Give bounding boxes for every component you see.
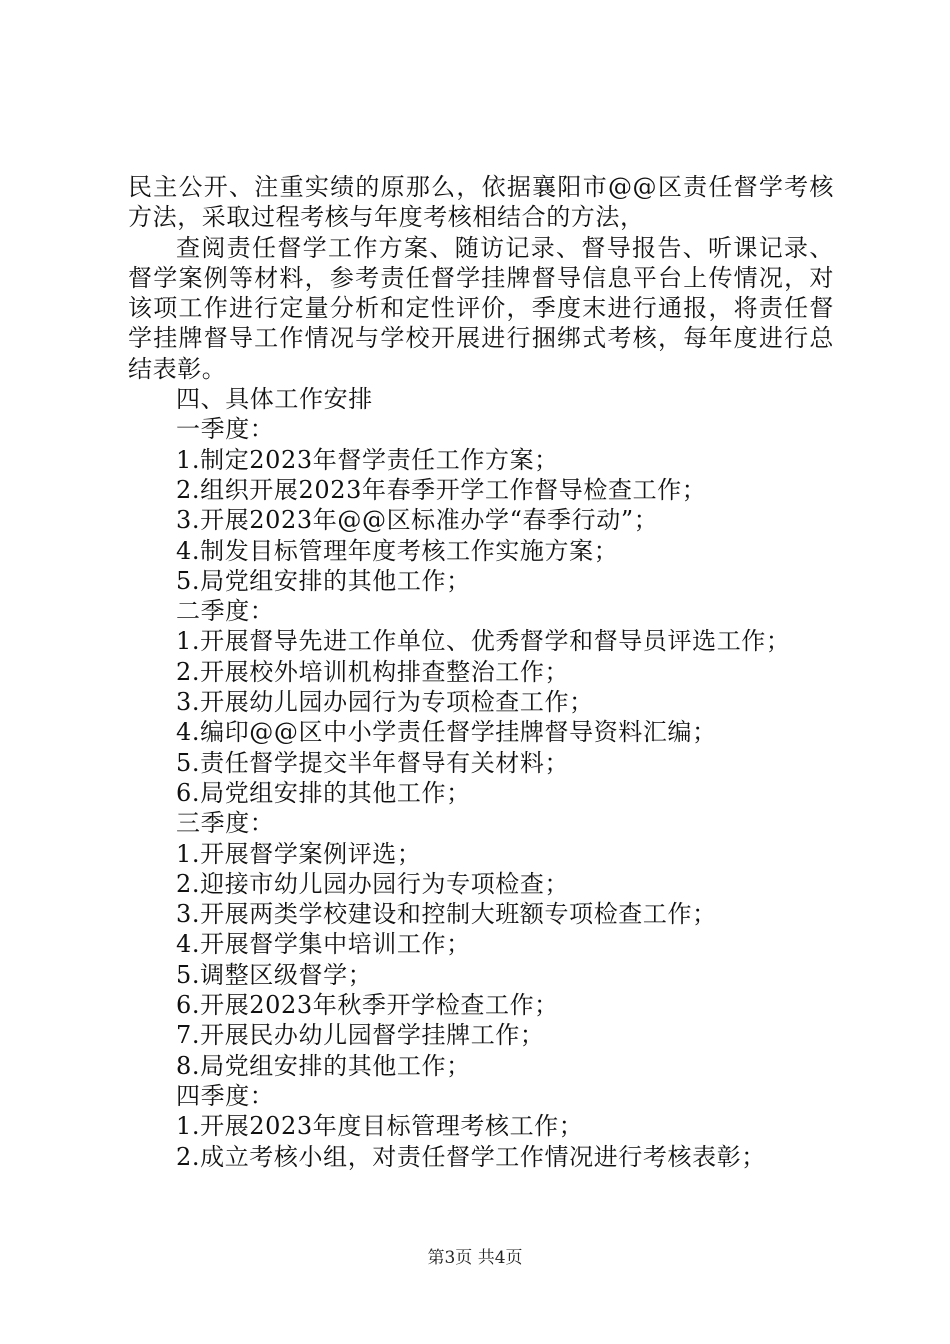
list-item: 7.开展民办幼儿园督学挂牌工作； [176, 1021, 545, 1050]
document-body [128, 172, 834, 1172]
list-item: 3.开展2023年@@区标准办学“春季行动”； [176, 506, 659, 535]
list-item: 4.制发目标管理年度考核工作实施方案； [176, 536, 619, 565]
list-item: 2.迎接市幼儿园办园行为专项检查； [176, 869, 570, 898]
list-item: 8.局党组安排的其他工作； [176, 1051, 471, 1080]
list-item: 5.局党组安排的其他工作； [176, 566, 471, 595]
list-item: 1.开展督学案例评选； [176, 839, 422, 868]
q3-heading: 三季度： [176, 809, 275, 838]
list-item: 3.开展幼儿园办园行为专项检查工作； [176, 688, 594, 717]
list-item: 3.开展两类学校建设和控制大班额专项检查工作； [176, 900, 717, 929]
list-item: 5.调整区级督学； [176, 960, 373, 989]
list-item: 2.组织开展2023年春季开学工作督导检查工作； [176, 475, 707, 504]
page-number-footer: 第3页 共4页 [427, 1248, 523, 1268]
list-item: 5.责任督学提交半年督导有关材料； [176, 748, 570, 777]
list-item: 2.成立考核小组，对责任督学工作情况进行考核表彰； [176, 1142, 766, 1171]
list-item: 1.开展督导先进工作单位、优秀督学和督导员评选工作； [176, 627, 791, 656]
paragraph-principles: 民主公开、注重实绩的原那么，依据襄阳市@@区责任督学考核方法，采取过程考核与年度考核相结合的方法， [128, 173, 834, 232]
list-item: 1.制定2023年督学责任工作方案； [176, 445, 559, 474]
list-item: 2.开展校外培训机构排查整治工作； [176, 657, 570, 686]
section-heading: 四、具体工作安排 [176, 385, 373, 414]
paragraph-assessment-method: 查阅责任督学工作方案、随访记录、督导报告、听课记录、督学案例等材料，参考责任督学挂牌督导信息平台上传情况，对该项工作进行定量分析和定性评价，季度末进行通报，将责任督学挂牌督导工作情况与学校开展进行捆绑式考核，每年度进行总结表彰。 [128, 233, 834, 383]
q1-heading: 一季度： [176, 415, 275, 444]
list-item: 6.开展2023年秋季开学检查工作； [176, 991, 559, 1020]
list-item: 6.局党组安排的其他工作； [176, 778, 471, 807]
q4-heading: 四季度： [176, 1081, 275, 1110]
list-item: 4.开展督学集中培训工作； [176, 930, 471, 959]
list-item: 1.开展2023年度目标管理考核工作； [176, 1112, 584, 1141]
list-item: 4.编印@@区中小学责任督学挂牌督导资料汇编； [176, 718, 717, 747]
q2-heading: 二季度： [176, 597, 275, 626]
